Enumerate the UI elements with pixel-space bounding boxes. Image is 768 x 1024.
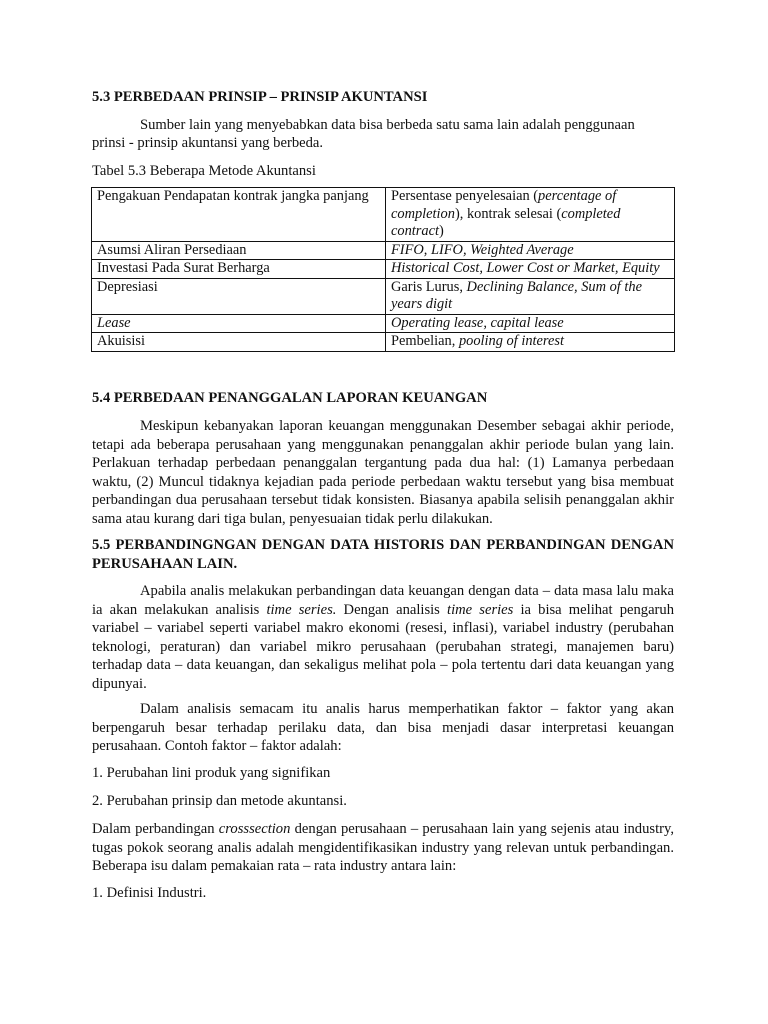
section-5-4-paragraph: Meskipun kebanyakan laporan keuangan menggunakan Desember sebagai akhir periode, tetapi ada beberapa perusahaan yang menggunakan penanggalan akhir periode bulan yang lain. Perlakuan terhadap perbedaan penanggalan tergantung pada dua hal: (1) Lamanya perbedaan waktu, (2) Muncul tidaknya kejadian pada periode perbedaan waktu tersebut yang bisa membuat perbandingan dua perusahaan tersebut tidak konsisten. Biasanya apabila selisih penanggalan akhir sama atau kurang dari tiga bulan, penyesuaian tidak perlu dilakukan. [92, 418, 674, 527]
table-cell: Pengakuan Pendapatan kontrak jangka panjang [92, 188, 386, 242]
accounting-methods-table [91, 187, 673, 352]
section-5-3-para-line1: Sumber lain yang menyebabkan data bisa berbeda satu sama lain adalah penggunaan [140, 117, 635, 133]
list-item: 1. Perubahan lini produk yang signifikan [92, 765, 331, 781]
table-cell: Historical Cost, Lower Cost or Market, Equity [386, 260, 675, 279]
table-cell: Persentase penyelesaian (percentage of completion), kontrak selesai (completed contract) [386, 188, 675, 242]
section-5-5-paragraph-2: Dalam analisis semacam itu analis harus memperhatikan faktor – faktor yang akan berpengaruh besar terhadap perilaku data, dan bisa menjadi dasar interpretasi keuangan perusahaan. Contoh faktor – faktor adalah: [92, 701, 674, 754]
table-row [92, 188, 675, 242]
table-cell: FIFO, LIFO, Weighted Average [386, 241, 675, 260]
section-5-5-paragraph-1: Apabila analis melakukan perbandingan data keuangan dengan data – data masa lalu maka ia akan melakukan analisis time series. Dengan analisis time series ia bisa melihat pengaruh variabel – variabel seperti variabel makro ekonomi (resesi, inflasi), variabel industry (perubahan teknologi, peraturan) dan variabel mikro perusahaan (perubahan strategi, manajemen baru) terhadap data – data keuangan, dan sekaligus melihat pola – pola tertentu dari data keuangan yang dipunyai. [92, 583, 675, 692]
table-cell: Depresiasi [92, 278, 386, 314]
list-item: 2. Perubahan prinsip dan metode akuntansi. [92, 793, 347, 809]
section-5-3-heading: 5.3 PERBEDAAN PRINSIP – PRINSIP AKUNTANSI [92, 89, 428, 105]
table-cell: Lease [92, 314, 386, 333]
section-5-3-para-line2: prinsi - prinsip akuntansi yang berbeda. [92, 135, 324, 151]
table-cell: Garis Lurus, Declining Balance, Sum of the years digit [386, 278, 675, 314]
table-row [92, 241, 675, 260]
table-cell: Investasi Pada Surat Berharga [92, 260, 386, 279]
list-item: 1. Definisi Industri. [92, 885, 207, 901]
table-row [92, 314, 675, 333]
table-row [92, 333, 675, 352]
table-cell: Operating lease, capital lease [386, 314, 675, 333]
table-row [92, 278, 675, 314]
table-row [92, 260, 675, 279]
section-5-4-heading: 5.4 PERBEDAAN PENANGGALAN LAPORAN KEUANGAN [92, 390, 488, 406]
table-cell: Asumsi Aliran Persediaan [92, 241, 386, 260]
table-caption: Tabel 5.3 Beberapa Metode Akuntansi [92, 163, 316, 179]
section-5-5-heading: 5.5 PERBANDINGNGAN DENGAN DATA HISTORIS DAN PERBANDINGAN DENGAN PERUSAHAAN LAIN. [92, 537, 674, 572]
section-5-5-paragraph-3: Dalam perbandingan crosssection dengan perusahaan – perusahaan lain yang sejenis atau industry, tugas pokok seorang analis adalah mengidentifikasikan industry yang relevan untuk perbandingan. Beberapa isu dalam pemakaian rata – rata industry antara lain: [92, 821, 674, 874]
table-cell: Pembelian, pooling of interest [386, 333, 675, 352]
table-cell: Akuisisi [92, 333, 386, 352]
